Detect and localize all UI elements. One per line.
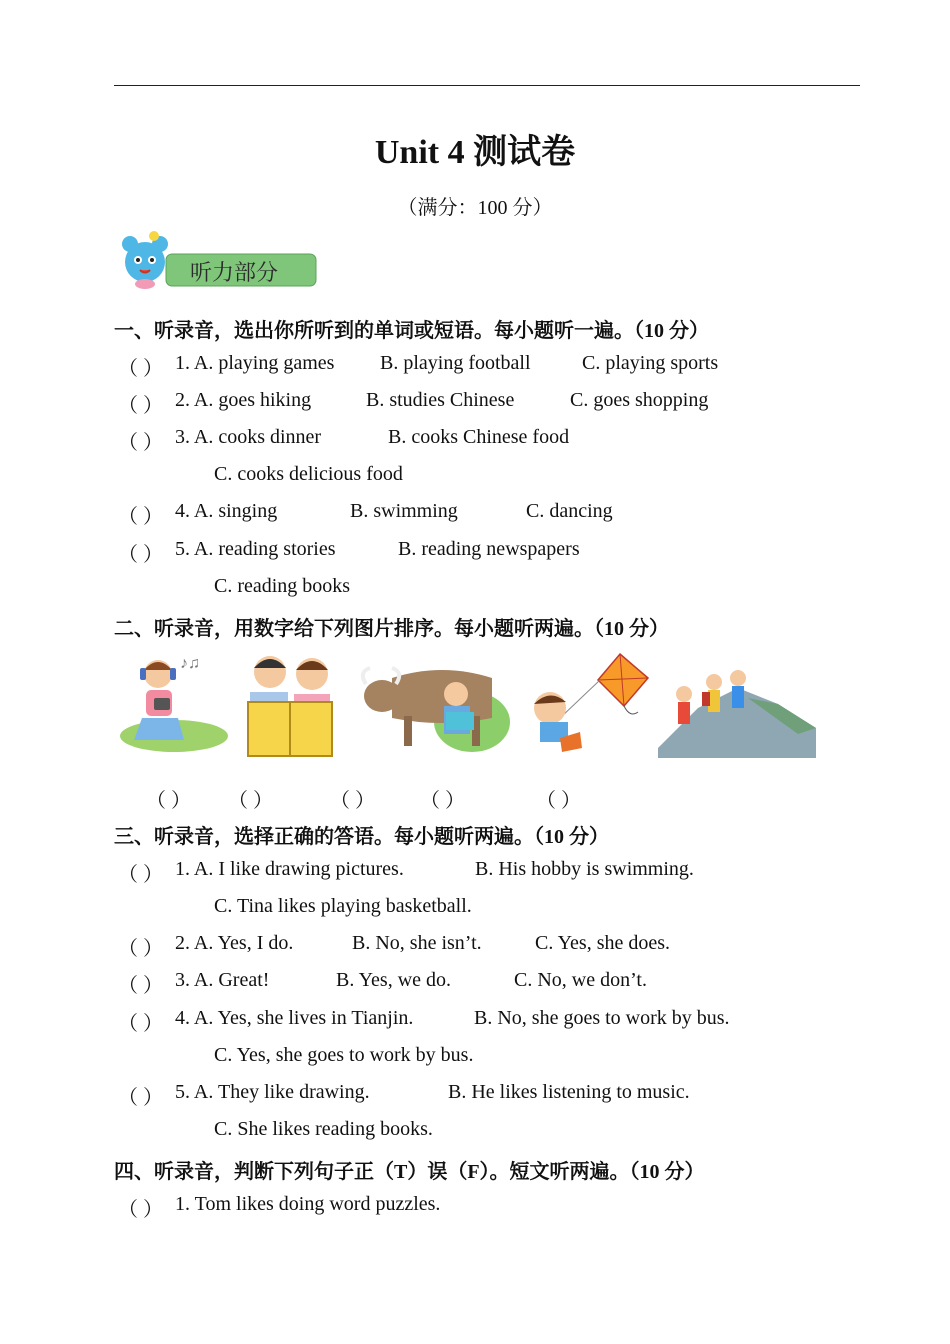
s3-q4-option-b: B. No, she goes to work by bus.	[474, 1007, 730, 1029]
s3-q2-option-c: C. Yes, she does.	[535, 932, 671, 954]
picture-listening-music	[118, 648, 230, 758]
listening-banner	[114, 230, 320, 290]
s1-q4-paren[interactable]: （ ）	[118, 506, 163, 528]
picture-boy-with-buffalo	[352, 648, 512, 758]
s3-q3-option-c: C. No, we don’t.	[514, 969, 647, 991]
svg-text:♪♫: ♪♫	[180, 655, 200, 672]
header-rule	[114, 85, 860, 86]
s1-q1-option-a: 1. A. playing games	[175, 352, 335, 374]
s3-q4-option-c: C. Yes, she goes to work by bus.	[214, 1044, 474, 1066]
s3-q5-paren[interactable]: （ ）	[118, 1087, 163, 1109]
picture-flying-kite	[520, 648, 652, 758]
s3-q2-paren[interactable]: （ ）	[118, 938, 163, 960]
banner-label: 听力部分	[190, 261, 279, 286]
s1-q5-option-c: C. reading books	[214, 575, 351, 597]
s3-q5-option-a: 5. A. They like drawing.	[175, 1081, 370, 1103]
s1-q1-option-b: B. playing football	[380, 352, 531, 374]
s3-q1-option-b: B. His hobby is swimming.	[475, 858, 694, 880]
s1-q3-option-a: 3. A. cooks dinner	[175, 426, 322, 448]
s3-q2-option-b: B. No, she isn’t.	[352, 932, 482, 954]
s1-q2-option-b: B. studies Chinese	[366, 389, 515, 411]
s3-q1-option-a: 1. A. I like drawing pictures.	[175, 858, 404, 880]
s1-q5-paren[interactable]: （ ）	[118, 544, 163, 566]
s3-q5-option-b: B. He likes listening to music.	[448, 1081, 690, 1103]
page-title: Unit 4 测试卷	[374, 134, 576, 171]
s3-q1-option-c: C. Tina likes playing basketball.	[214, 895, 472, 917]
s1-q3-option-b: B. cooks Chinese food	[388, 426, 570, 448]
s1-q5-option-a: 5. A. reading stories	[175, 538, 336, 560]
s1-q4-option-b: B. swimming	[350, 500, 458, 522]
picture-hiking	[658, 648, 816, 758]
s3-q4-paren[interactable]: （ ）	[118, 1013, 163, 1035]
s1-q4-option-a: 4. A. singing	[175, 500, 278, 522]
s3-q2-option-a: 2. A. Yes, I do.	[175, 932, 294, 954]
s2-blank-2[interactable]: （ ）	[228, 790, 273, 812]
section-1-heading: 一、听录音，选出你所听到的单词或短语。每小题听一遍。（10 分）	[114, 320, 709, 342]
s1-q3-paren[interactable]: （ ）	[118, 432, 163, 454]
s3-q5-option-c: C. She likes reading books.	[214, 1118, 433, 1140]
section-2-heading: 二、听录音，用数字给下列图片排序。每小题听两遍。（10 分）	[114, 618, 669, 640]
s1-q5-option-b: B. reading newspapers	[398, 538, 580, 560]
s3-q3-paren[interactable]: （ ）	[118, 975, 163, 997]
s2-blank-5[interactable]: （ ）	[536, 790, 581, 812]
s1-q2-option-c: C. goes shopping	[570, 389, 709, 411]
s3-q1-paren[interactable]: （ ）	[118, 864, 163, 886]
s4-q1-paren[interactable]: （ ）	[118, 1199, 163, 1221]
s1-q2-paren[interactable]: （ ）	[118, 395, 163, 417]
section-4-heading: 四、听录音，判断下列句子正（T）误（F）。短文听两遍。（10 分）	[114, 1161, 705, 1183]
s1-q4-option-c: C. dancing	[526, 500, 613, 522]
s1-q1-paren[interactable]: （ ）	[118, 358, 163, 380]
s3-q3-option-b: B. Yes, we do.	[336, 969, 452, 991]
picture-reading-books	[240, 648, 340, 758]
page-subtitle: （满分：100 分）	[397, 197, 553, 219]
s3-q3-option-a: 3. A. Great!	[175, 969, 270, 991]
s1-q3-option-c: C. cooks delicious food	[214, 463, 403, 485]
s3-q4-option-a: 4. A. Yes, she lives in Tianjin.	[175, 1007, 414, 1029]
s2-blank-3[interactable]: （ ）	[330, 790, 375, 812]
s2-blank-1[interactable]: （ ）	[146, 790, 191, 812]
s2-blank-4[interactable]: （ ）	[420, 790, 465, 812]
s4-q1-text: 1. Tom likes doing word puzzles.	[175, 1193, 441, 1215]
s1-q2-option-a: 2. A. goes hiking	[175, 389, 312, 411]
s1-q1-option-c: C. playing sports	[582, 352, 719, 374]
section-3-heading: 三、听录音，选择正确的答语。每小题听两遍。（10 分）	[114, 826, 609, 848]
